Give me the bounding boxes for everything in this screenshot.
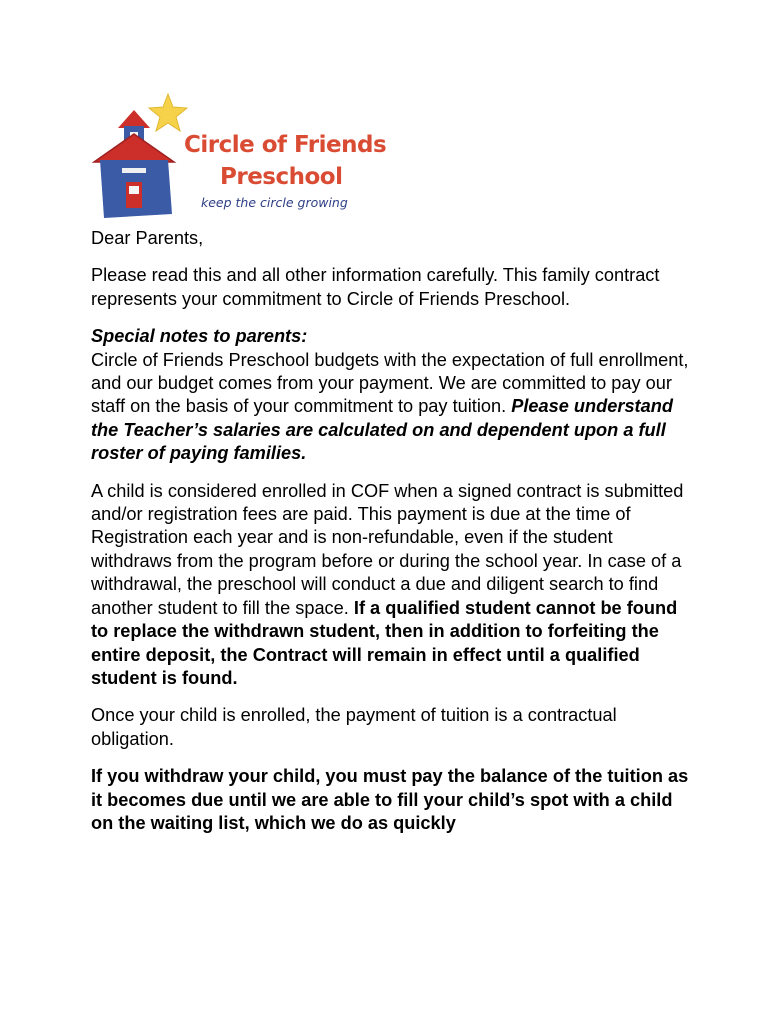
special-notes-emphasis: Please understand the Teacher’s salaries are calculated on and dependent upon a full roster of paying families. (91, 396, 673, 464)
logo-tagline: keep the circle growing (201, 195, 348, 210)
preschool-logo (88, 90, 387, 220)
intro-paragraph: Please read this and all other information carefully. This family contract represents your commitment to Circle of Friends Preschool. (91, 265, 660, 309)
enrollment-bold: If a qualified student cannot be found to replace the withdrawn student, then in addition to forfeiting the entire deposit, the Contract will remain in effect until a qualified student is found. (91, 597, 678, 688)
withdraw-paragraph: If you withdraw your child, you must pay the balance of the tuition as it becomes due until we are able to fill your child’s spot with a child on the waiting list, which we do as quickly (91, 766, 689, 833)
greeting: Dear Parents, (91, 228, 204, 248)
obligation-paragraph: Once your child is enrolled, the payment of tuition is a contractual obligation. (91, 705, 617, 749)
enrollment-body: A child is considered enrolled in COF when a signed contract is submitted and/or registration fees are paid. This payment is due at the time of Registration each year and is non-refundable, even if the student withdraws from the program before or during the school year. In case of a withdrawal, the preschool will conduct a due and diligent search to find another student to fill the space. (91, 480, 684, 618)
logo-title-line-1: Circle of Friends (184, 132, 387, 158)
enrollment-paragraph (91, 480, 691, 691)
special-notes-heading-text: Special notes to parents: (91, 326, 308, 347)
letter-body (91, 227, 691, 849)
special-notes-heading (91, 325, 691, 348)
schoolhouse-icon (88, 90, 188, 220)
special-notes-paragraph (91, 349, 691, 466)
logo-title-line-2: Preschool (220, 164, 343, 190)
special-notes-body: Circle of Friends Preschool budgets with the expectation of full enrollment, and our budget comes from your payment. We are committed to pay our staff on the basis of your commitment to pay tuition. (91, 349, 689, 417)
